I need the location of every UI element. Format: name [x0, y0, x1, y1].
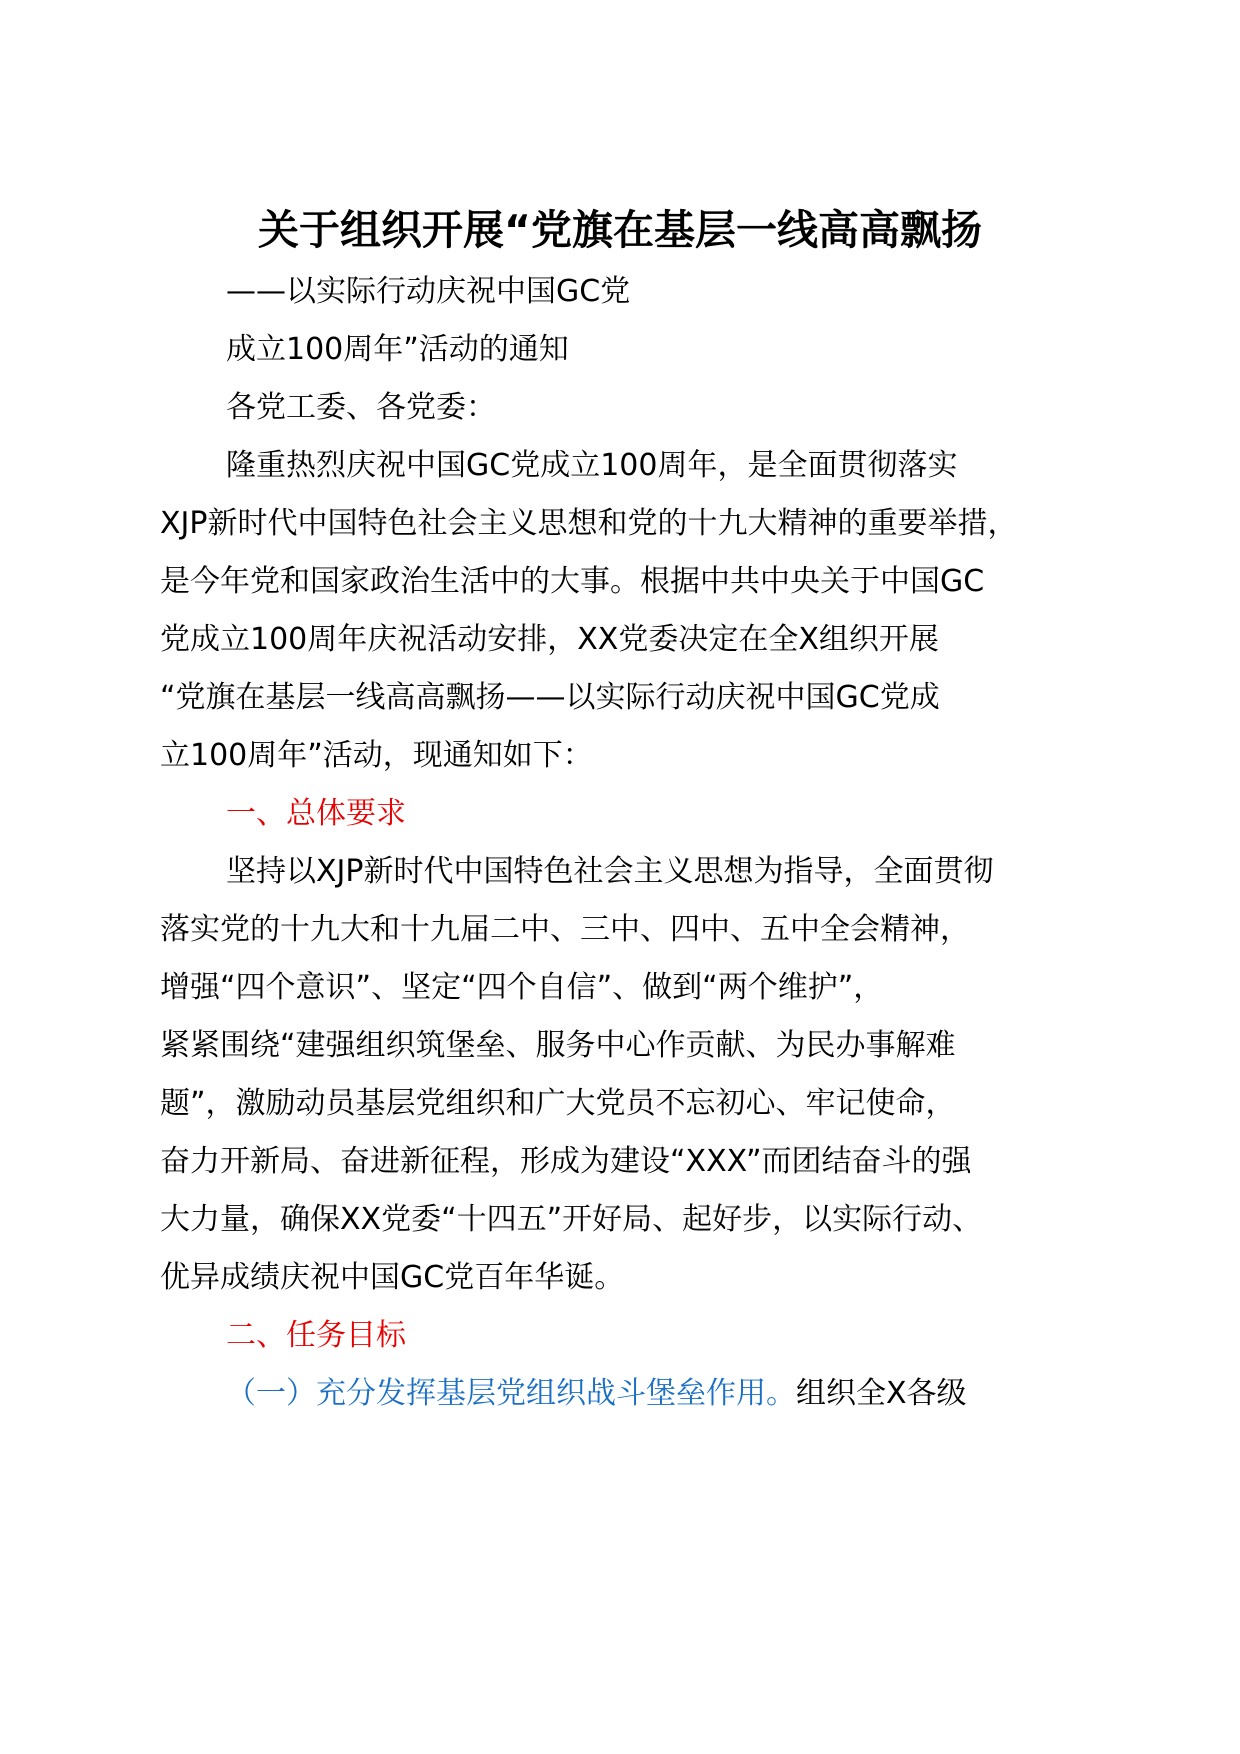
section1-line-8: 优异成绩庆祝中国GC党百年华诞。	[160, 1260, 625, 1295]
section1-line-1: 坚持以XJP新时代中国特色社会主义思想为指导，全面贯彻	[226, 854, 994, 889]
intro-line-3: 是今年党和国家政治生活中的大事。根据中共中央关于中国GC	[160, 564, 985, 599]
item1-text: 组织全X各级	[796, 1376, 967, 1411]
section2-heading: 二、任务目标	[226, 1318, 406, 1353]
section1-line-4: 紧紧围绕“建强组织筑堡垒、服务中心作贡献、为民办事解难	[160, 1028, 956, 1063]
intro-line-6: 立100周年”活动，现通知如下：	[160, 738, 593, 773]
section1-line-5: 题”，激励动员基层党组织和广大党员不忘初心、牢记使命，	[160, 1086, 956, 1121]
intro-line-5: “党旗在基层一线高高飘扬——以实际行动庆祝中国GC党成	[160, 680, 940, 715]
section1-line-3: 增强“四个意识”、坚定“四个自信”、做到“两个维护”，	[160, 970, 884, 1005]
salutation: 各党工委、各党委：	[226, 390, 496, 425]
item1-heading: （一）充分发挥基层党组织战斗堡垒作用。	[226, 1376, 796, 1411]
section1-line-7: 大力量，确保XX党委“十四五”开好局、起好步，以实际行动、	[160, 1202, 983, 1237]
section1-line-6: 奋力开新局、奋进新征程，形成为建设“XXX”而团结奋斗的强	[160, 1144, 972, 1179]
intro-line-4: 党成立100周年庆祝活动安排，XX党委决定在全X组织开展	[160, 622, 939, 657]
subtitle-line-1: ——以实际行动庆祝中国GC党	[226, 274, 631, 309]
section1-heading: 一、总体要求	[226, 796, 406, 831]
item1-line	[226, 1374, 967, 1414]
document-title: 关于组织开展“党旗在基层一线高高飘扬	[258, 206, 982, 254]
intro-line-2: XJP新时代中国特色社会主义思想和党的十九大精神的重要举措，	[160, 506, 1018, 541]
intro-line-1: 隆重热烈庆祝中国GC党成立100周年，是全面贯彻落实	[226, 448, 958, 483]
section1-line-2: 落实党的十九大和十九届二中、三中、四中、五中全会精神，	[160, 912, 970, 947]
subtitle-line-2: 成立100周年”活动的通知	[226, 332, 569, 367]
